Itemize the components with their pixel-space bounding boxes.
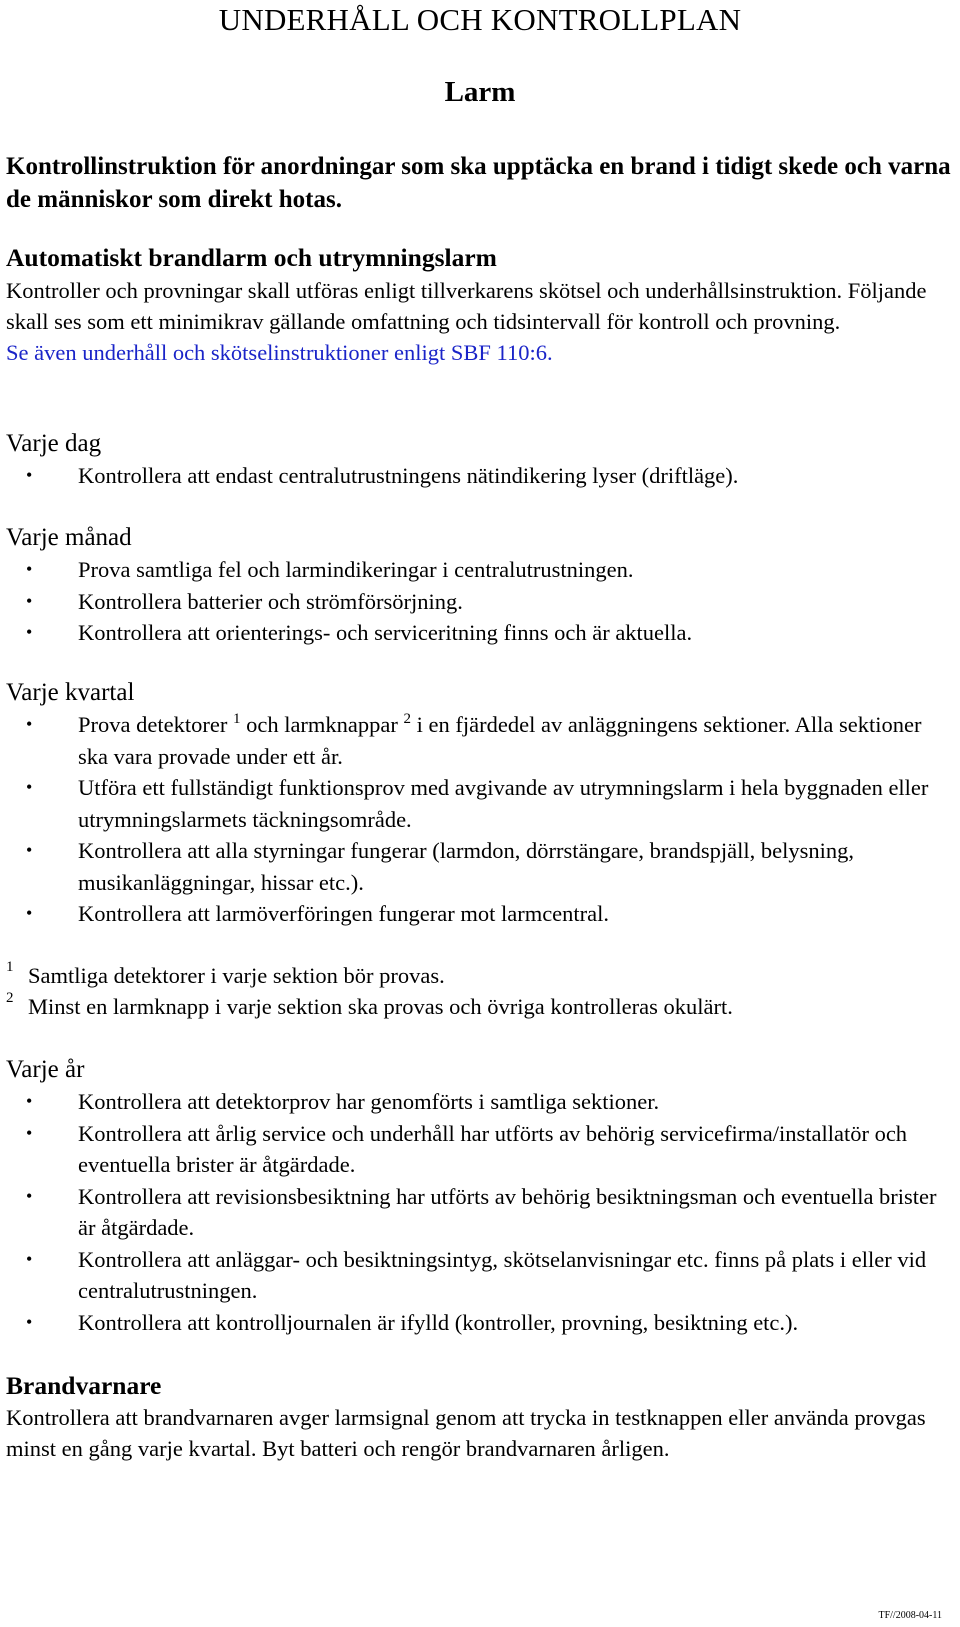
bullet-icon: •: [26, 590, 33, 611]
footnote-2: 2 Minst en larmknapp i varje sektion ska provas och övriga kontrolleras okulärt.: [6, 990, 733, 1019]
bullet-icon: •: [26, 714, 33, 734]
monthly-list: [6, 554, 951, 649]
footnote-ref-2: 2: [403, 711, 412, 727]
automatic-alarm-paragraph: Kontroller och provningar skall utföras enligt tillverkarens skötsel och underhållsinstruktion. Följande skall ses som ett minimikrav gällande omfattning och tidsintervall för kontroll och provning.: [6, 278, 927, 334]
list-item: • Kontrollera att årlig service och underhåll har utförts av behörig servicefirma/installatör och eventuella brister är åtgärdade.: [6, 1118, 951, 1181]
bullet-icon: •: [26, 559, 33, 579]
smoke-alarm-paragraph: Kontrollera att brandvarnaren avger larmsignal genom att trycka in testknappen eller använda provgas minst en gång varje kvartal. Byt batteri och rengör brandvarnaren årligen.: [6, 1405, 926, 1461]
daily-section: [6, 428, 951, 492]
sbf-reference-link[interactable]: Se även underhåll och skötselinstruktioner enligt SBF 110:6.: [6, 340, 553, 365]
bullet-icon: •: [26, 777, 33, 797]
footnote-1: 1 Samtliga detektorer i varje sektion bör provas.: [6, 959, 445, 988]
list-item: • Kontrollera att larmöverföringen fungerar mot larmcentral.: [6, 898, 951, 930]
list-item: • Kontrollera att orienterings- och serviceritning finns och är aktuella.: [6, 617, 951, 649]
list-item: • Utföra ett fullständigt funktionsprov med avgivande av utrymningslarm i hela byggnaden eller utrymningslarmets täckningsområde.: [6, 772, 951, 835]
list-item: • Kontrollera att revisionsbesiktning har utförts av behörig besiktningsman och eventuella brister är åtgärdade.: [6, 1181, 951, 1244]
list-item: • Prova detektorer $^1$ och larmknappar $^2$ i en fjärdedel av anläggningens sektioner. Alla sektioner ska vara provade under ett år.: [26, 711, 922, 769]
smoke-alarm-section: [6, 1370, 951, 1464]
yearly-list: [6, 1086, 951, 1338]
yearly-heading: Varje år: [6, 1056, 85, 1083]
document-title: UNDERHÅLL OCH KONTROLLPLAN: [218, 2, 742, 37]
bullet-icon: •: [26, 465, 33, 485]
quarterly-heading: Varje kvartal: [6, 679, 135, 706]
smoke-alarm-heading: Brandvarnare: [6, 1371, 162, 1400]
bullet-icon: •: [26, 1311, 33, 1332]
monthly-heading: Varje månad: [6, 524, 132, 551]
document-subtitle: Larm: [444, 76, 516, 108]
quarterly-section: [6, 677, 951, 930]
automatic-alarm-section: [6, 242, 951, 368]
quarterly-list: [6, 709, 951, 930]
intro-text: Kontrollinstruktion för anordningar som ska upptäcka en brand i tidigt skede och varna de människor som direkt hotas.: [6, 153, 951, 213]
yearly-section: [6, 1054, 951, 1338]
automatic-alarm-reference[interactable]: [6, 337, 951, 368]
bullet-icon: •: [26, 1091, 33, 1111]
bullet-icon: •: [26, 622, 33, 642]
bullet-icon: •: [26, 903, 33, 923]
footnote-ref-1: 1: [232, 711, 241, 727]
monthly-section: [6, 522, 951, 649]
list-item: • Kontrollera att alla styrningar fungerar (larmdon, dörrstängare, brandspjäll, belysning, musikanläggningar, hissar etc.).: [6, 835, 951, 898]
bullet-icon: •: [26, 840, 33, 860]
bullet-icon: •: [26, 1122, 33, 1143]
bullet-icon: •: [26, 1248, 33, 1269]
list-item: • Kontrollera att detektorprov har genomförts i samtliga sektioner.: [6, 1086, 951, 1118]
bullet-icon: •: [26, 1185, 33, 1206]
list-item: • Prova samtliga fel och larmindikeringar i centralutrustningen.: [6, 554, 951, 586]
list-item: • Kontrollera att endast centralutrustningens nätindikering lyser (driftläge).: [6, 460, 951, 492]
footnotes: [6, 960, 951, 1022]
list-item: • Kontrollera att kontrolljournalen är ifylld (kontroller, provning, besiktning etc.).: [6, 1307, 951, 1339]
list-item: • Kontrollera batterier och strömförsörjning.: [6, 586, 951, 618]
daily-list: [6, 460, 951, 492]
automatic-alarm-heading: Automatiskt brandlarm och utrymningslarm: [6, 243, 497, 272]
daily-heading: Varje dag: [6, 430, 102, 457]
list-item: • Kontrollera att anläggar- och besiktningsintyg, skötselanvisningar etc. finns på plats i eller vid centralutrustningen.: [6, 1244, 951, 1307]
document-footer-code: TF//2008-04-11: [878, 1610, 942, 1621]
